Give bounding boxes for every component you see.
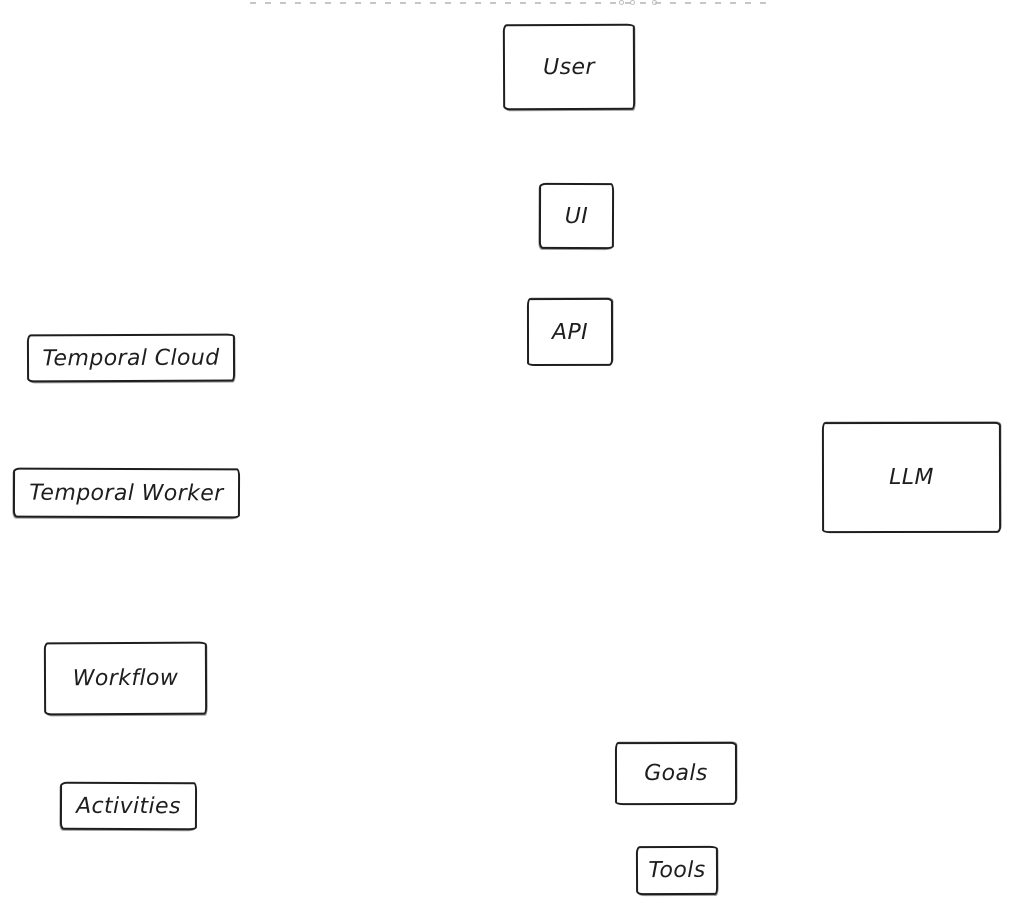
diagram-node-workflow[interactable] <box>44 642 207 716</box>
diagram-node-label: LLM <box>889 464 934 491</box>
diagram-node-tools[interactable] <box>636 846 718 895</box>
diagram-node-label: Temporal Cloud <box>42 345 220 371</box>
diagram-node-label: Goals <box>644 760 708 787</box>
cropped-caption-descender <box>652 0 657 5</box>
diagram-node-label: Activities <box>76 793 181 819</box>
diagram-node-ui[interactable] <box>539 183 614 249</box>
diagram-node-label: UI <box>564 203 589 229</box>
diagram-node-api[interactable] <box>527 298 613 366</box>
diagram-node-label: Tools <box>648 857 706 884</box>
diagram-node-goals[interactable] <box>615 742 737 805</box>
cropped-caption-descender <box>630 0 635 5</box>
diagram-node-temporal-worker[interactable] <box>13 468 240 519</box>
cropped-caption-dashes <box>250 2 766 4</box>
cropped-caption-marks <box>0 0 1015 8</box>
diagram-node-activities[interactable] <box>60 782 197 830</box>
cropped-caption-descender <box>619 0 624 5</box>
diagram-node-user[interactable] <box>503 24 635 111</box>
diagram-node-label: Temporal Worker <box>29 480 224 506</box>
diagram-node-label: Workflow <box>72 665 179 692</box>
diagram-node-temporal-cloud[interactable] <box>27 334 235 383</box>
diagram-node-label: API <box>551 319 589 345</box>
diagram-node-label: User <box>543 54 595 80</box>
diagram-node-llm[interactable] <box>822 422 1001 533</box>
